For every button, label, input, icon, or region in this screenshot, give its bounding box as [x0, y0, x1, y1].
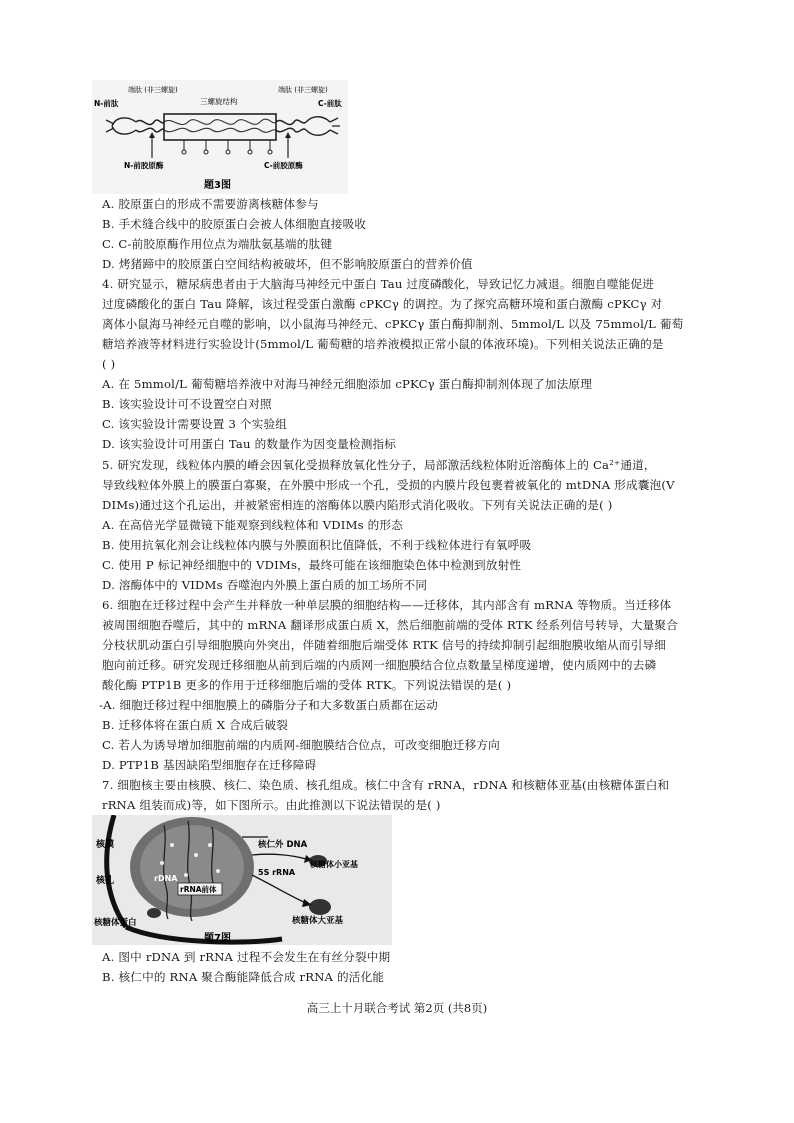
q6-stem-line: 被周围细胞吞噬后，其中的 mRNA 翻译形成蛋白质 X，然后细胞前端的受体 RTK 经系列信号转导，大量聚合	[102, 618, 678, 632]
label-end-right: 端肽 (非三螺旋)	[278, 86, 328, 94]
figure-7-caption: 题7图	[204, 933, 231, 944]
label-large-subunit: 核糖体大亚基	[292, 916, 344, 926]
q4-option-a: A. 在 5mmol/L 葡萄糖培养液中对海马神经元细胞添加 cPKCγ 蛋白酶抑制剂体现了加法原理	[102, 377, 592, 391]
label-n-enzyme: N-前胶原酶	[124, 161, 164, 170]
q7-option-b: B. 核仁中的 RNA 聚合酶能降低合成 rRNA 的活化能	[102, 970, 385, 984]
label-rrna-precursor: rRNA前体	[180, 885, 217, 894]
q5-option-d: D. 溶酶体中的 VIDMs 吞噬泡内外膜上蛋白质的加工场所不同	[102, 578, 428, 592]
q4-option-d: D. 该实验设计可用蛋白 Tau 的数量作为因变量检测指标	[102, 437, 397, 451]
label-rdna: rDNA	[154, 874, 178, 883]
label-5s-rrna: 5S rRNA	[258, 868, 296, 877]
q3-option-d: D. 烤猪蹄中的胶原蛋白空间结构被破坏，但不影响胶原蛋白的营养价值	[102, 257, 473, 271]
page-footer: 高三上十月联合考试 第2页 (共8页)	[306, 1001, 488, 1015]
q6-stem-line: 分枝状肌动蛋白引导细胞膜向外突出，伴随着细胞后端受体 RTK 信号的持续抑制引起细胞膜收缩从而引导细	[102, 638, 667, 652]
label-c-peptide: C-前肽	[318, 99, 342, 108]
q5-stem-line: DIMs)通过这个孔运出，并被紧密相连的溶酶体以膜内陷形式消化吸收。下列有关说法正确的是( )	[102, 498, 613, 512]
q6-option-d: D. PTP1B 基因缺陷型细胞存在迁移障碍	[102, 758, 317, 772]
q5-stem-line: 5. 研究发现，线粒体内膜的嵴会因氧化受损释放氧化性分子，局部激活线粒体附近溶酶体上的 Ca²⁺通道，	[102, 458, 656, 472]
figure-3-caption: 题3图	[204, 180, 231, 191]
figure-3	[92, 80, 348, 194]
q6-option-c: C. 若人为诱导增加细胞前端的内质网-细胞膜结合位点，可改变细胞迁移方向	[102, 738, 500, 752]
q3-option-a: A. 胶原蛋白的形成不需要游离核糖体参与	[102, 197, 319, 211]
label-nuclear-pore: 核孔	[96, 876, 115, 886]
q4-stem-line: 离体小鼠海马神经元自噬的影响，以小鼠海马神经元、cPKCγ 蛋白酶抑制剂、5mmol/L 以及 75mmol/L 葡萄	[102, 317, 684, 331]
q7-option-a: A. 图中 rDNA 到 rRNA 过程不会发生在有丝分裂中期	[102, 950, 391, 964]
label-small-subunit: 核糖体小亚基	[310, 860, 358, 869]
q4-stem-line: 过度磷酸化的蛋白 Tau 降解，该过程受蛋白激酶 cPKCγ 的调控。为了探究高糖环境和蛋白激酶 cPKCγ 对	[102, 297, 663, 311]
q4-stem-line: 4. 研究显示，糖尿病患者由于大脑海马神经元中蛋白 Tau 过度磷酸化，导致记忆力减退。细胞自噬能促进	[102, 277, 655, 291]
q6-stem-line: 酸化酶 PTP1B 更多的作用于迁移细胞后端的受体 RTK。下列说法错误的是( )	[102, 678, 512, 692]
label-extra-nucleolar-dna: 核仁外 DNA	[258, 840, 308, 850]
q3-option-c: C. C-前胶原酶作用位点为端肽氨基端的肽键	[102, 237, 333, 251]
label-end-left: 端肽 (非三螺旋)	[128, 86, 178, 94]
q5-option-c: C. 使用 P 标记神经细胞中的 VDIMs，最终可能在该细胞染色体中检测到放射性	[102, 558, 522, 572]
q3-option-b: B. 手术缝合线中的胶原蛋白会被人体细胞直接吸收	[102, 217, 367, 231]
collagen-diagram	[92, 80, 348, 194]
q4-answer-bracket: ( )	[102, 357, 116, 371]
q6-stem-line: 胞向前迁移。研究发现迁移细胞从前到后端的内质网一细胞膜结合位点数量呈梯度递增，使内质网中的去磷	[102, 658, 657, 672]
q6-option-a: -A. 细胞迁移过程中细胞膜上的磷脂分子和大多数蛋白质都在运动	[99, 698, 438, 712]
q4-stem-line: 糖培养液等材料进行实验设计(5mmol/L 葡萄糖的培养液模拟正常小鼠的体液环境)。下列相关说法正确的是	[102, 337, 664, 351]
nucleus-diagram	[92, 815, 392, 945]
label-n-peptide: N-前肽	[94, 99, 119, 108]
q4-option-c: C. 该实验设计需要设置 3 个实验组	[102, 417, 288, 431]
label-triple-helix: 三螺旋结构	[200, 97, 238, 106]
q6-stem-line: 6. 细胞在迁移过程中会产生并释放一种单层膜的细胞结构——迁移体，其内部含有 mRNA 等物质。当迁移体	[102, 598, 672, 612]
q7-stem-line: rRNA 组装而成)等，如下图所示。由此推测以下说法错误的是( )	[102, 798, 441, 812]
label-ribosomal-protein: 核糖体蛋白	[94, 918, 137, 928]
q5-option-b: B. 使用抗氧化剂会让线粒体内膜与外膜面积比值降低，不利于线粒体进行有氧呼吸	[102, 538, 532, 552]
q6-option-b: B. 迁移体将在蛋白质 X 合成后破裂	[102, 718, 289, 732]
q5-option-a: A. 在高倍光学显微镜下能观察到线粒体和 VDIMs 的形态	[102, 518, 404, 532]
figure-7	[92, 815, 392, 945]
label-c-enzyme: C-前胶原酶	[264, 161, 303, 170]
q7-stem-line: 7. 细胞核主要由核膜、核仁、染色质、核孔组成。核仁中含有 rRNA，rDNA 和核糖体亚基(由核糖体蛋白和	[102, 778, 670, 792]
q5-stem-line: 导致线粒体外膜上的膜蛋白寡聚，在外膜中形成一个孔，受损的内膜片段包裹着被氧化的 mtDNA 形成囊泡(V	[102, 478, 675, 492]
q4-option-b: B. 该实验设计可不设置空白对照	[102, 397, 272, 411]
label-nuclear-membrane: 核膜	[96, 840, 115, 850]
